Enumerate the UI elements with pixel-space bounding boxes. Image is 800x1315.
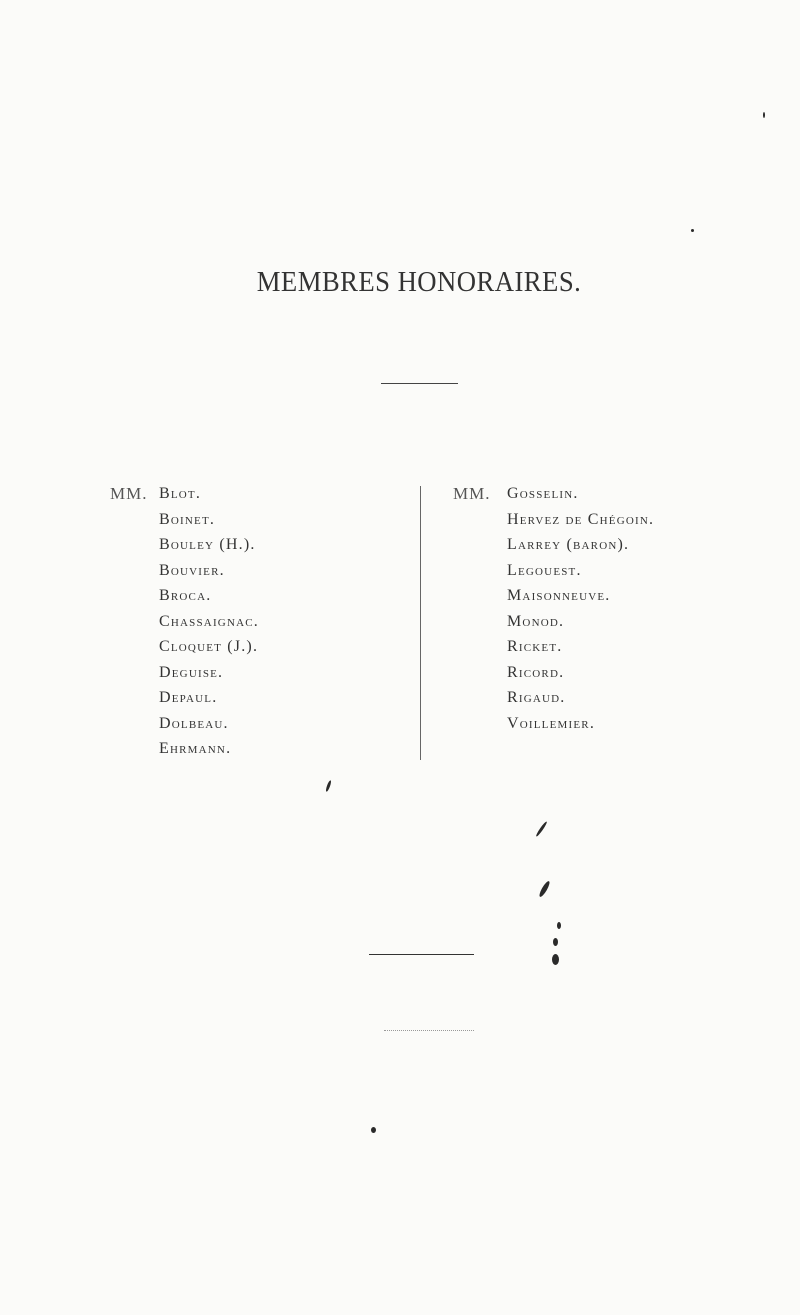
- ink-blot: [691, 229, 694, 232]
- member-name: Legouest.: [507, 561, 582, 579]
- member-name: Ricket.: [507, 638, 563, 655]
- member-name: Depaul.: [159, 689, 218, 706]
- member-name: Ehrmann.: [159, 740, 232, 757]
- column-divider: [420, 486, 421, 760]
- member-name: Maisonneuve.: [507, 587, 611, 604]
- member-name: Hervez de Chégoin.: [507, 510, 655, 528]
- member-name: Rigaud.: [507, 689, 566, 706]
- member-name: Larrey (baron).: [507, 536, 630, 553]
- member-name: Voillemier.: [507, 714, 596, 732]
- page-title: MEMBRES HONORAIRES.: [256, 266, 582, 298]
- member-name: Bouley (H.).: [159, 536, 256, 553]
- member-name: Monod.: [507, 612, 565, 630]
- left-column-prefix: MM.: [110, 484, 148, 503]
- member-name: Gosselin.: [507, 485, 579, 502]
- right-name-list: [507, 484, 654, 739]
- ink-blot: [535, 821, 548, 837]
- member-name: Deguise.: [159, 663, 224, 681]
- member-name: Cloquet (J.).: [159, 638, 259, 655]
- faint-rule: [384, 1030, 474, 1031]
- ink-blot: [325, 780, 332, 792]
- closing-rule: [369, 954, 474, 955]
- ink-blot: [553, 938, 558, 946]
- member-name: Bouvier.: [159, 561, 225, 579]
- member-name: Boinet.: [159, 510, 216, 528]
- ink-blot: [763, 112, 765, 118]
- member-name: Blot.: [159, 485, 202, 502]
- member-name: Chassaignac.: [159, 612, 259, 630]
- ink-blot: [538, 880, 551, 898]
- member-name: Dolbeau.: [159, 714, 229, 732]
- ink-blot: [552, 954, 559, 965]
- right-column-prefix: MM.: [453, 484, 491, 503]
- ink-blot: [557, 922, 561, 929]
- left-name-list: [159, 484, 259, 765]
- member-name: Ricord.: [507, 663, 565, 681]
- title-rule: [381, 383, 458, 384]
- ink-blot: [371, 1127, 376, 1133]
- member-name: Broca.: [159, 587, 212, 604]
